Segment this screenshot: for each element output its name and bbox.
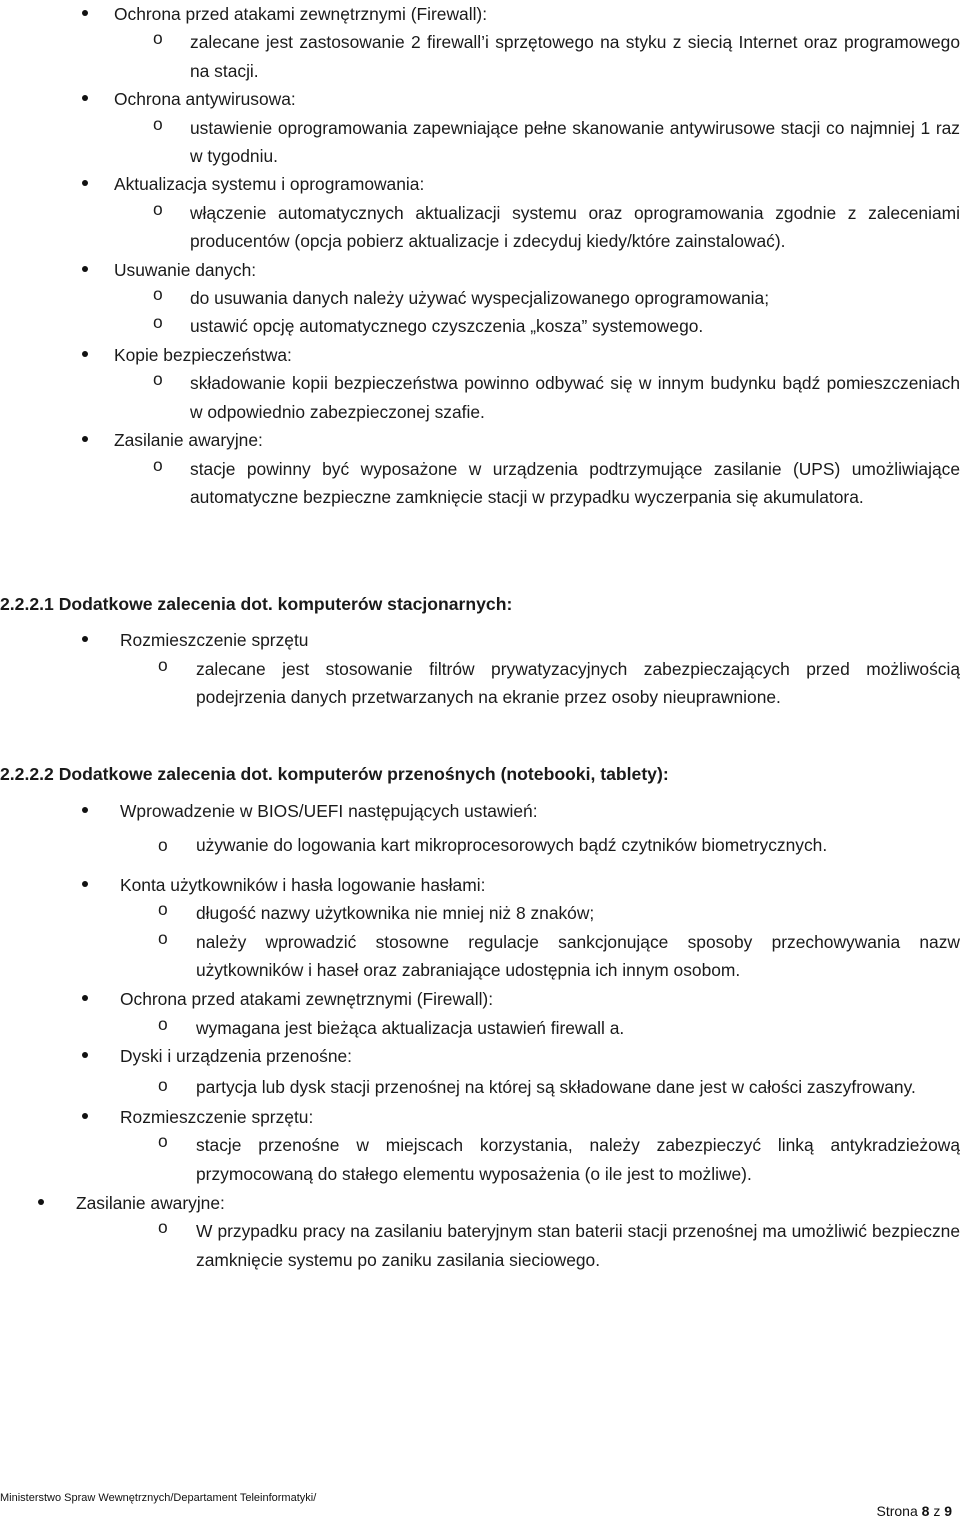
section-heading-portable: 2.2.2.2 Dodatkowe zalecenia dot. komputerów przenośnych (notebooki, tablety): bbox=[0, 764, 669, 784]
sub-item bbox=[0, 928, 960, 985]
bullet-icon bbox=[38, 1199, 44, 1205]
sub-item-text: wymagana jest bieżąca aktualizacja ustawień firewall a. bbox=[196, 1017, 625, 1038]
bullet-icon bbox=[82, 636, 88, 642]
sub-item-text: składowanie kopii bezpieczeństwa powinno odbywać się w innym budynku bądź pomieszczeniach w odpowiednio zabezpieczonej szafie. bbox=[190, 373, 960, 422]
sub-item bbox=[0, 28, 960, 85]
sub-item-text: stacje powinny być wyposażone w urządzenia podtrzymujące zasilanie (UPS) umożliwiające automatyczne bezpieczne zamknięcie stacji w przypadku wyczerpania się akumulatora. bbox=[190, 458, 960, 507]
page-total: 9 bbox=[944, 1503, 952, 1519]
list-item bbox=[0, 871, 960, 985]
list-item bbox=[0, 985, 960, 1042]
bullet-icon bbox=[82, 95, 88, 101]
list-item-heading: Ochrona antywirusowa: bbox=[114, 89, 296, 110]
sub-bullet-icon: o bbox=[153, 28, 163, 49]
security-list-general bbox=[0, 0, 960, 511]
list-item bbox=[0, 626, 960, 712]
list-item-heading: Zasilanie awaryjne: bbox=[114, 430, 263, 451]
list-item bbox=[0, 0, 960, 85]
sub-item-text: włączenie automatycznych aktualizacji systemu oraz oprogramowania zgodnie z zaleceniami producentów (opcja pobierz aktualizacje i zdecyduj kiedy/które zainstalować). bbox=[190, 202, 960, 252]
sub-bullet-icon: o bbox=[158, 1013, 168, 1034]
sub-item-text: partycja lub dysk stacji przenośnej na której są składowane dane jest w całości zaszyfrowany. bbox=[196, 1076, 916, 1097]
sub-bullet-icon: o bbox=[153, 312, 163, 333]
sub-bullet-icon: o bbox=[158, 834, 168, 855]
bullet-icon bbox=[82, 436, 88, 442]
sub-item-text: zalecane jest zastosowanie 2 firewall’i sprzętowego na styku z siecią Internet oraz programowego na stacji. bbox=[190, 32, 960, 81]
sub-item-text: ustawienie oprogramowania zapewniające pełne skanowanie antywirusowe stacji co najmniej 1 raz w tygodniu. bbox=[190, 117, 960, 167]
sub-item bbox=[0, 829, 960, 861]
footer-ministry: Ministerstwo Spraw Wewnętrznych/Departament Teleinformatyki/ bbox=[0, 1492, 317, 1504]
sub-item-text: długość nazwy użytkownika nie mniej niż 8 znaków; bbox=[196, 903, 595, 924]
sub-item bbox=[0, 1071, 960, 1103]
bullet-icon bbox=[82, 266, 88, 272]
sub-bullet-icon: o bbox=[158, 927, 168, 948]
sub-bullet-icon: o bbox=[153, 198, 163, 219]
sub-item bbox=[0, 1131, 960, 1188]
list-item-heading: Usuwanie danych: bbox=[114, 259, 257, 280]
sub-bullet-icon: o bbox=[153, 369, 163, 390]
sub-bullet-icon: o bbox=[153, 113, 163, 134]
list-item bbox=[0, 1103, 960, 1189]
page-prefix: Strona bbox=[876, 1503, 918, 1519]
sub-bullet-icon: o bbox=[158, 1074, 168, 1095]
list-item bbox=[0, 426, 960, 511]
list-item bbox=[0, 341, 960, 426]
sub-item-text: zalecane jest stosowanie filtrów prywatyzacyjnych zabezpieczających przed możliwością podejrzenia danych przetwarzanych na ekranie przez osoby nieuprawnione. bbox=[196, 658, 960, 708]
bullet-icon bbox=[82, 1113, 88, 1119]
security-list-stationary bbox=[0, 626, 960, 712]
sub-bullet-icon: o bbox=[153, 454, 163, 475]
sub-item-text: stacje przenośne w miejscach korzystania, należy zabezpieczyć linką antykradzieżową przymocowaną do stałego elementu wyposażenia (o ile jest to możliwe). bbox=[196, 1135, 960, 1184]
sub-item bbox=[0, 312, 960, 340]
list-item-heading: Aktualizacja systemu i oprogramowania: bbox=[114, 174, 425, 195]
list-item-heading: Rozmieszczenie sprzętu bbox=[120, 630, 309, 650]
list-item bbox=[0, 256, 960, 341]
list-item-heading: Dyski i urządzenia przenośne: bbox=[120, 1046, 352, 1067]
sub-bullet-icon: o bbox=[158, 1217, 168, 1238]
list-item bbox=[0, 1189, 960, 1275]
list-item bbox=[0, 797, 960, 861]
list-item-heading: Rozmieszczenie sprzętu: bbox=[120, 1106, 314, 1127]
list-item-heading: Kopie bezpieczeństwa: bbox=[114, 344, 292, 365]
sub-bullet-icon: o bbox=[158, 654, 168, 675]
sub-item bbox=[0, 655, 960, 712]
bullet-icon bbox=[82, 351, 88, 357]
sub-bullet-icon: o bbox=[158, 1131, 168, 1152]
bullet-icon bbox=[82, 10, 88, 16]
bullet-icon bbox=[82, 180, 88, 186]
security-list-portable bbox=[0, 797, 960, 1274]
page-number bbox=[876, 1503, 952, 1519]
sub-item-text: W przypadku pracy na zasilaniu bateryjnym stan baterii stacji przenośnej ma umożliwić bezpieczne zamknięcie systemu po zaniku zasilania sieciowego. bbox=[196, 1221, 960, 1270]
sub-item bbox=[0, 114, 960, 171]
sub-item-text: ustawić opcję automatycznego czyszczenia „kosza” systemowego. bbox=[190, 316, 704, 337]
sub-item bbox=[0, 1217, 960, 1274]
section-heading-stationary: 2.2.2.1 Dodatkowe zalecenia dot. komputerów stacjonarnych: bbox=[0, 594, 513, 614]
list-item-heading: Zasilanie awaryjne: bbox=[76, 1192, 225, 1213]
list-item bbox=[0, 170, 960, 255]
sub-item-text: należy wprowadzić stosowne regulacje sankcjonujące sposoby przechowywania nazw użytkowników i haseł oraz zabraniające udostępnia ich innym osobom. bbox=[196, 931, 960, 981]
page-sep: z bbox=[933, 1503, 941, 1519]
sub-item bbox=[0, 199, 960, 256]
list-item-heading: Wprowadzenie w BIOS/UEFI następujących ustawień: bbox=[120, 801, 538, 821]
sub-item bbox=[0, 369, 960, 426]
list-item bbox=[0, 85, 960, 170]
sub-item bbox=[0, 455, 960, 512]
sub-item bbox=[0, 284, 960, 312]
list-item-heading: Ochrona przed atakami zewnętrznymi (Firewall): bbox=[120, 988, 494, 1009]
list-item-heading: Konta użytkowników i hasła logowanie hasłami: bbox=[120, 874, 486, 895]
sub-item-text: do usuwania danych należy używać wyspecjalizowanego oprogramowania; bbox=[190, 288, 770, 309]
bullet-icon bbox=[82, 1052, 88, 1058]
bullet-icon bbox=[82, 995, 88, 1001]
page-current: 8 bbox=[921, 1503, 930, 1519]
sub-item bbox=[0, 1014, 960, 1043]
sub-item-text: używanie do logowania kart mikroprocesorowych bądź czytników biometrycznych. bbox=[196, 834, 828, 855]
sub-bullet-icon: o bbox=[153, 284, 163, 305]
list-item-heading: Ochrona przed atakami zewnętrznymi (Firewall): bbox=[114, 4, 488, 24]
bullet-icon bbox=[82, 881, 88, 887]
list-item bbox=[0, 1042, 960, 1103]
sub-item bbox=[0, 899, 960, 928]
sub-bullet-icon: o bbox=[158, 899, 168, 920]
bullet-icon bbox=[82, 807, 88, 813]
